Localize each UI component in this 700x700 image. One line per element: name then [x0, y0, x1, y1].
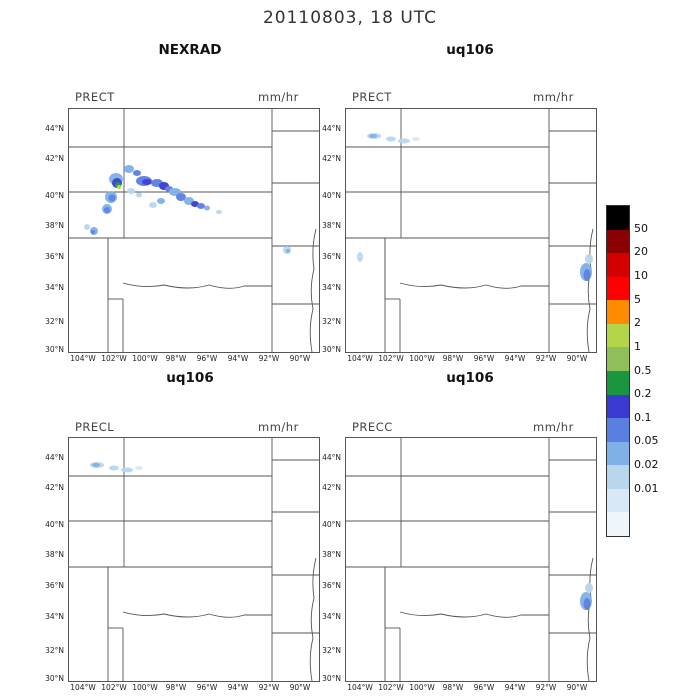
- panel-0-plot[interactable]: [68, 108, 320, 353]
- panel-1-plot[interactable]: [345, 108, 597, 353]
- panel-2-xtick-7: 90°W: [289, 683, 311, 692]
- colorbar-segment: [607, 442, 629, 466]
- panel-0-xtick-0: 104°W: [70, 354, 96, 363]
- panel-0-ytick-5: 34°N: [45, 283, 64, 292]
- colorbar-segment: [607, 230, 629, 254]
- colorbar-label-1: 1: [634, 340, 641, 353]
- panel-3-ytick-5: 34°N: [322, 612, 341, 621]
- panel-0-xtick-3: 98°W: [165, 354, 187, 363]
- panel-0-field-label: PRECT: [75, 90, 115, 104]
- panel-1-field-label: PRECT: [352, 90, 392, 104]
- panel-2-xtick-2: 100°W: [132, 683, 158, 692]
- panel-2-xtick-0: 104°W: [70, 683, 96, 692]
- panel-0-ytick-7: 30°N: [45, 345, 64, 354]
- colorbar-segment: [607, 300, 629, 324]
- panel-2-field-label: PRECL: [75, 420, 115, 434]
- panel-0-xtick-5: 94°W: [227, 354, 249, 363]
- colorbar-label-0_1: 0.1: [634, 411, 652, 424]
- colorbar-segment: [607, 371, 629, 395]
- panel-1-ytick-7: 30°N: [322, 345, 341, 354]
- panel-2-xtick-6: 92°W: [258, 683, 280, 692]
- panel-title-3: uq106: [446, 370, 494, 386]
- panel-1-xtick-1: 102°W: [378, 354, 404, 363]
- panel-1-units-label: mm/hr: [533, 90, 574, 104]
- panel-2-xtick-5: 94°W: [227, 683, 249, 692]
- panel-1-ytick-5: 34°N: [322, 283, 341, 292]
- panel-3-xtick-6: 92°W: [535, 683, 557, 692]
- panel-1-xtick-6: 92°W: [535, 354, 557, 363]
- panel-1-ytick-3: 38°N: [322, 221, 341, 230]
- panel-0-xtick-4: 96°W: [196, 354, 218, 363]
- panel-3-ytick-4: 36°N: [322, 581, 341, 590]
- panel-0-ytick-3: 38°N: [45, 221, 64, 230]
- panel-3-xtick-5: 94°W: [504, 683, 526, 692]
- colorbar-label-0_05: 0.05: [634, 434, 659, 447]
- panel-3-field-label: PRECC: [352, 420, 393, 434]
- panel-0-xtick-6: 92°W: [258, 354, 280, 363]
- panel-2-ytick-1: 42°N: [45, 483, 64, 492]
- panel-1-ytick-1: 42°N: [322, 154, 341, 163]
- panel-1-xtick-4: 96°W: [473, 354, 495, 363]
- panel-1-ytick-0: 44°N: [322, 124, 341, 133]
- colorbar-label-0_5: 0.5: [634, 364, 652, 377]
- panel-2-xtick-4: 96°W: [196, 683, 218, 692]
- panel-title-0: NEXRAD: [158, 42, 222, 58]
- colorbar-label-2: 2: [634, 316, 641, 329]
- panel-3-xtick-7: 90°W: [566, 683, 588, 692]
- panel-0-xtick-1: 102°W: [101, 354, 127, 363]
- panel-0-ytick-4: 36°N: [45, 252, 64, 261]
- colorbar: [606, 205, 630, 537]
- panel-2-ytick-2: 40°N: [45, 520, 64, 529]
- colorbar-label-0_02: 0.02: [634, 458, 659, 471]
- panel-0-ytick-2: 40°N: [45, 191, 64, 200]
- panel-0-ytick-6: 32°N: [45, 317, 64, 326]
- panel-2-ytick-6: 32°N: [45, 646, 64, 655]
- colorbar-label-0_01: 0.01: [634, 482, 659, 495]
- panel-2-ytick-5: 34°N: [45, 612, 64, 621]
- panel-title-2: uq106: [166, 370, 214, 386]
- colorbar-segment: [607, 324, 629, 348]
- colorbar-segment: [607, 206, 629, 230]
- panel-2-plot[interactable]: [68, 437, 320, 682]
- panel-0-xtick-7: 90°W: [289, 354, 311, 363]
- colorbar-segment: [607, 347, 629, 371]
- colorbar-segment: [607, 418, 629, 442]
- panel-3-xtick-0: 104°W: [347, 683, 373, 692]
- colorbar-segment: [607, 465, 629, 489]
- colorbar-label-10: 10: [634, 269, 648, 282]
- panel-1-xtick-7: 90°W: [566, 354, 588, 363]
- colorbar-label-0_2: 0.2: [634, 387, 652, 400]
- panel-0-ytick-1: 42°N: [45, 154, 64, 163]
- panel-title-1: uq106: [446, 42, 494, 58]
- colorbar-label-5: 5: [634, 293, 641, 306]
- panel-3-xtick-2: 100°W: [409, 683, 435, 692]
- panel-0-ytick-0: 44°N: [45, 124, 64, 133]
- panel-0-xtick-2: 100°W: [132, 354, 158, 363]
- colorbar-segment: [607, 253, 629, 277]
- panel-3-xtick-4: 96°W: [473, 683, 495, 692]
- colorbar-segment: [607, 512, 629, 536]
- panel-2-ytick-4: 36°N: [45, 581, 64, 590]
- colorbar-segment: [607, 395, 629, 419]
- panel-3-ytick-7: 30°N: [322, 674, 341, 683]
- panel-3-xtick-3: 98°W: [442, 683, 464, 692]
- panel-3-xtick-1: 102°W: [378, 683, 404, 692]
- panel-3-ytick-0: 44°N: [322, 453, 341, 462]
- panel-2-xtick-1: 102°W: [101, 683, 127, 692]
- panel-1-xtick-3: 98°W: [442, 354, 464, 363]
- panel-3-ytick-3: 38°N: [322, 550, 341, 559]
- panel-1-ytick-2: 40°N: [322, 191, 341, 200]
- panel-1-xtick-0: 104°W: [347, 354, 373, 363]
- panel-3-ytick-2: 40°N: [322, 520, 341, 529]
- panel-3-plot[interactable]: [345, 437, 597, 682]
- colorbar-label-50: 50: [634, 222, 648, 235]
- panel-0-units-label: mm/hr: [258, 90, 299, 104]
- panel-1-xtick-2: 100°W: [409, 354, 435, 363]
- colorbar-segment: [607, 277, 629, 301]
- panel-1-ytick-6: 32°N: [322, 317, 341, 326]
- panel-1-ytick-4: 36°N: [322, 252, 341, 261]
- panel-2-ytick-0: 44°N: [45, 453, 64, 462]
- panel-3-units-label: mm/hr: [533, 420, 574, 434]
- panel-3-ytick-6: 32°N: [322, 646, 341, 655]
- panel-2-ytick-3: 38°N: [45, 550, 64, 559]
- panel-2-ytick-7: 30°N: [45, 674, 64, 683]
- panel-2-units-label: mm/hr: [258, 420, 299, 434]
- colorbar-segment: [607, 489, 629, 513]
- panel-1-xtick-5: 94°W: [504, 354, 526, 363]
- panel-2-xtick-3: 98°W: [165, 683, 187, 692]
- panel-3-ytick-1: 42°N: [322, 483, 341, 492]
- figure-suptitle: 20110803, 18 UTC: [262, 8, 438, 28]
- colorbar-label-20: 20: [634, 245, 648, 258]
